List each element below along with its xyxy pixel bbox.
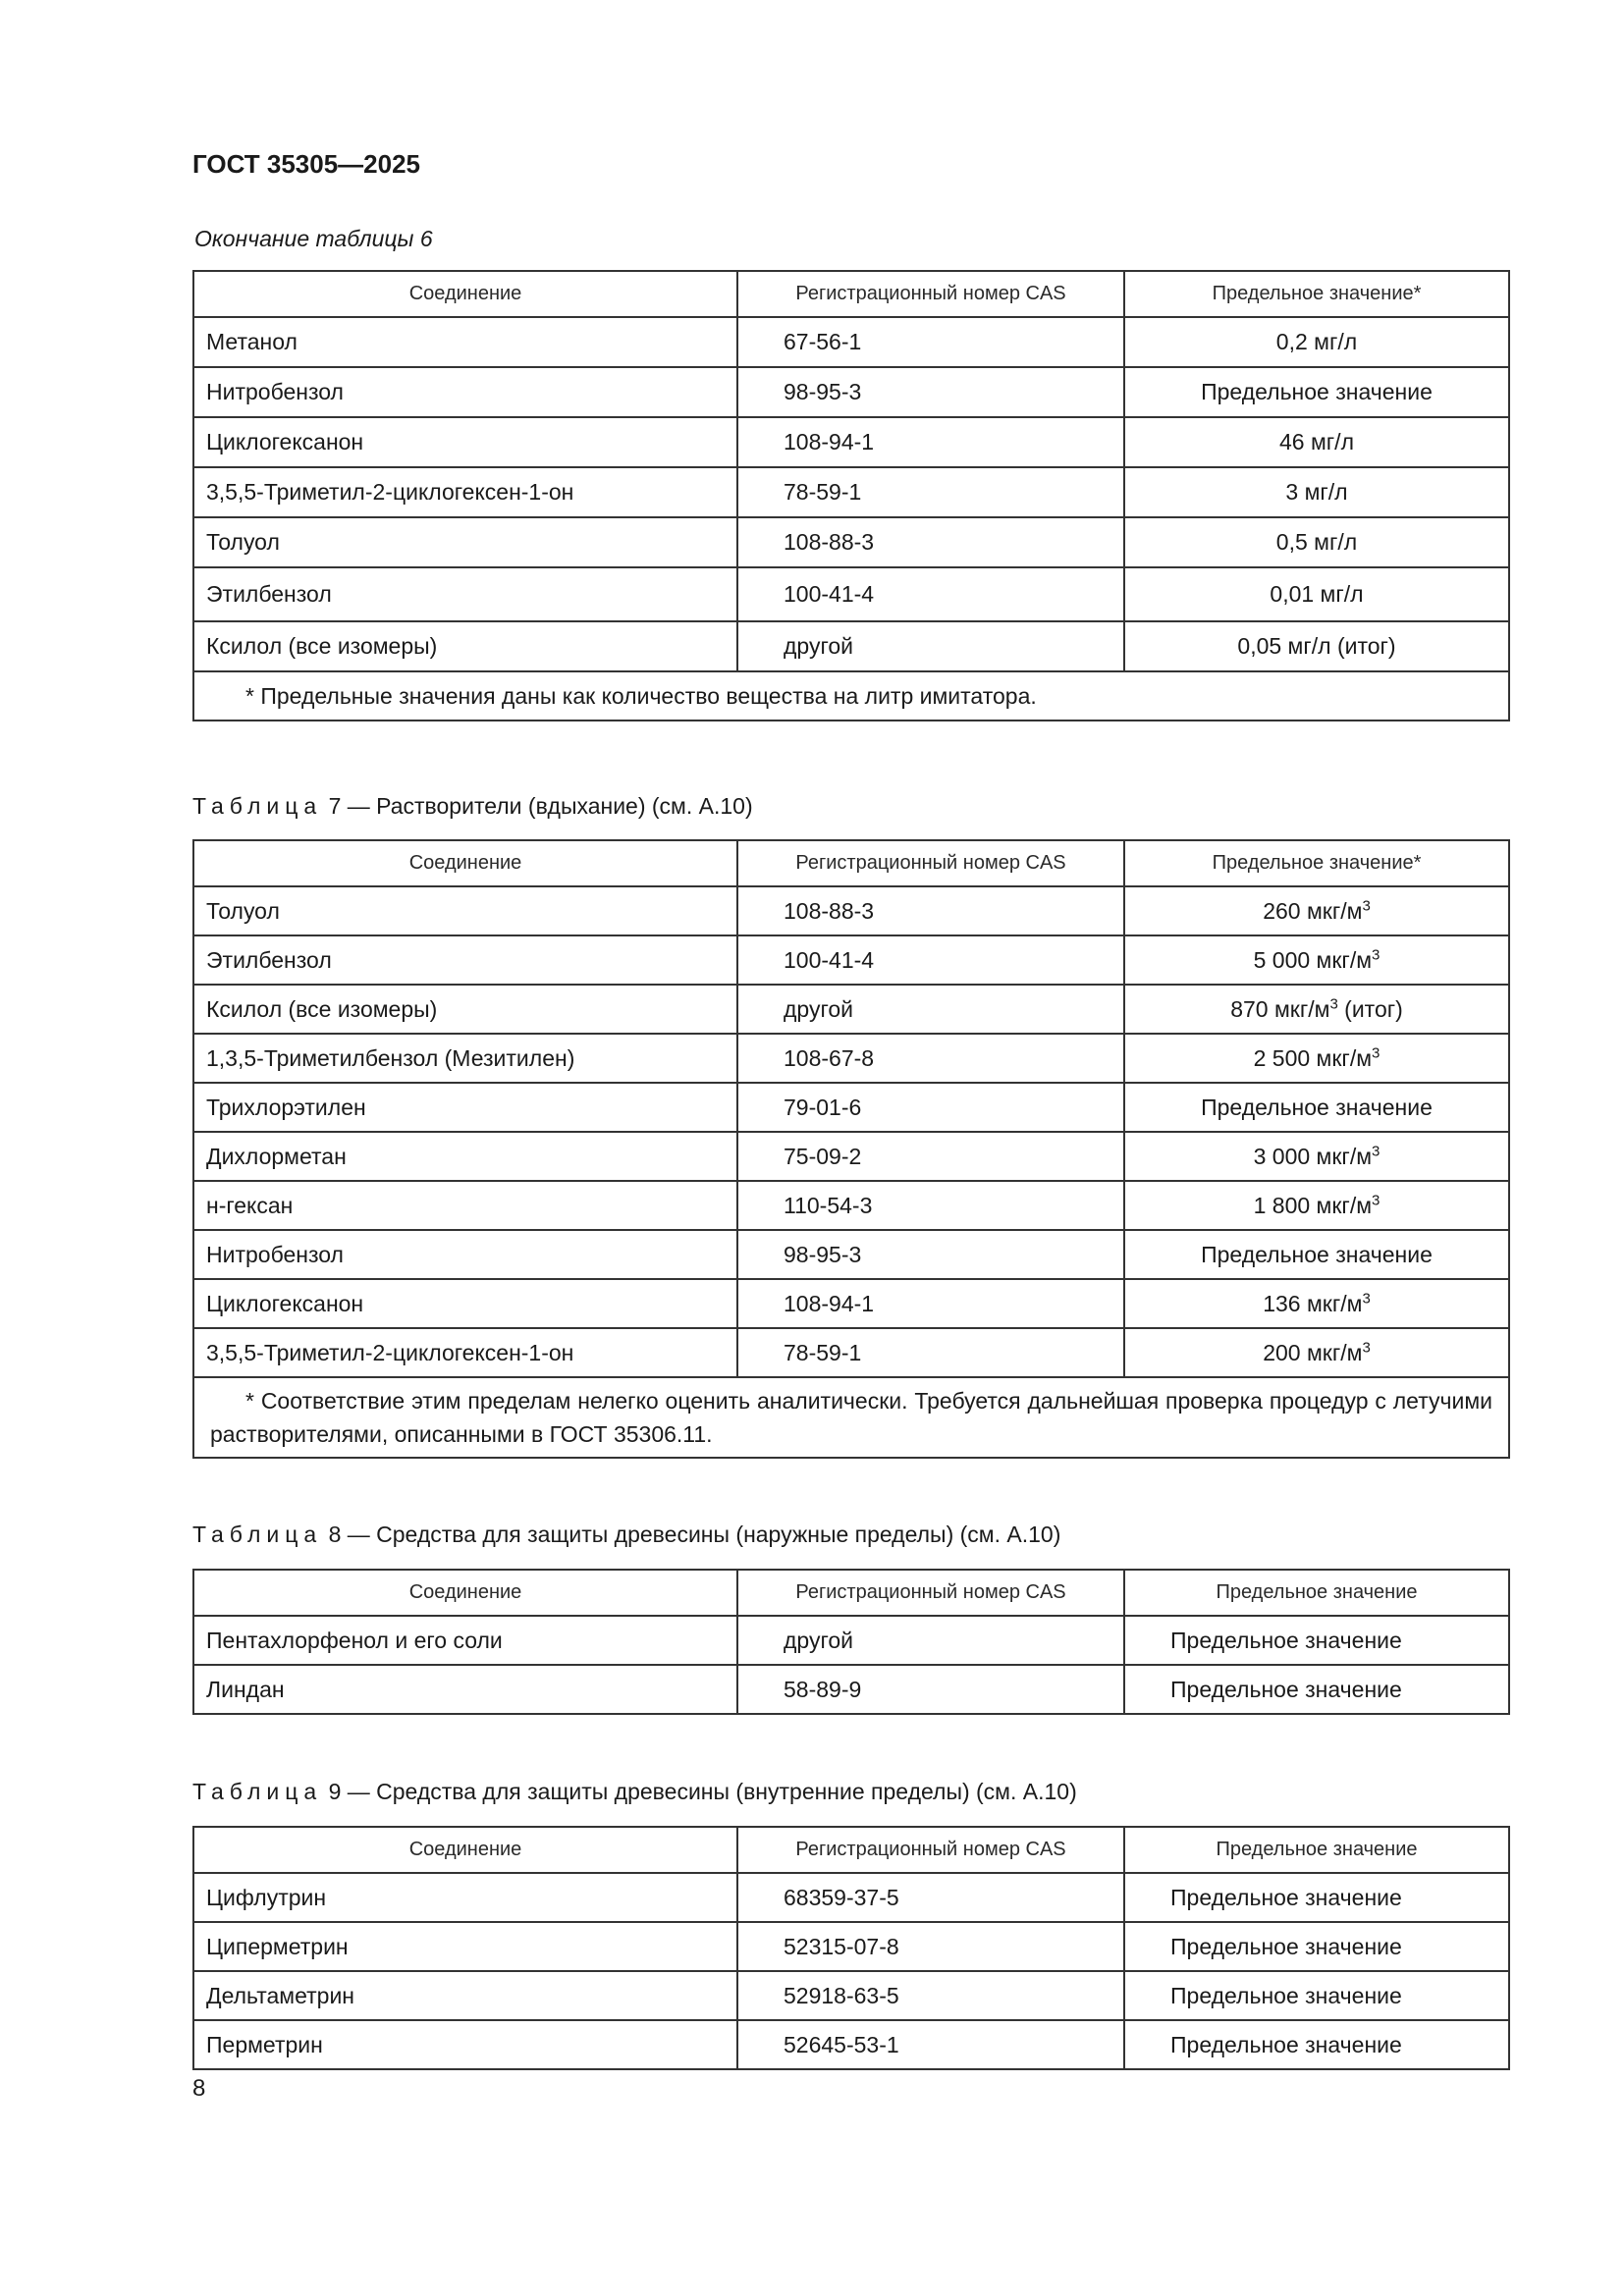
header-compound: Соединение xyxy=(193,271,737,317)
header-cas: Регистрационный номер CAS xyxy=(737,271,1124,317)
cas-cell: 52645-53-1 xyxy=(737,2020,1124,2069)
header-cas: Регистрационный номер CAS xyxy=(737,840,1124,886)
document-header: ГОСТ 35305—2025 xyxy=(192,149,420,179)
table-row xyxy=(193,517,1509,567)
table-row xyxy=(193,935,1509,985)
cas-cell: 78-59-1 xyxy=(737,1328,1124,1377)
limit-cell: 0,05 мг/л (итог) xyxy=(1124,621,1509,671)
table-row xyxy=(193,1181,1509,1230)
table-row xyxy=(193,1279,1509,1328)
cas-cell: 108-94-1 xyxy=(737,417,1124,467)
limit-cell: 46 мг/л xyxy=(1124,417,1509,467)
compound-cell: 3,5,5-Триметил-2-циклогексен-1-он xyxy=(193,1328,737,1377)
compound-cell: Дельтаметрин xyxy=(193,1971,737,2020)
cas-cell: 75-09-2 xyxy=(737,1132,1124,1181)
compound-cell: Циперметрин xyxy=(193,1922,737,1971)
table-row xyxy=(193,1665,1509,1714)
cas-cell: 108-94-1 xyxy=(737,1279,1124,1328)
limit-cell: Предельное значение xyxy=(1124,1616,1509,1665)
table9-caption xyxy=(192,1779,1077,1805)
limit-cell: Предельное значение xyxy=(1124,1971,1509,2020)
cas-cell: 100-41-4 xyxy=(737,567,1124,621)
table-row xyxy=(193,2020,1509,2069)
compound-cell: н-гексан xyxy=(193,1181,737,1230)
table-row xyxy=(193,367,1509,417)
table-row xyxy=(193,1083,1509,1132)
limit-cell: 5 000 мкг/$м^3$ xyxy=(1124,935,1509,985)
table-note-row xyxy=(193,1377,1509,1458)
header-compound: Соединение xyxy=(193,1570,737,1616)
compound-cell: Циклогексанон xyxy=(193,1279,737,1328)
table-row xyxy=(193,567,1509,621)
compound-cell: Перметрин xyxy=(193,2020,737,2069)
cas-cell: 52315-07-8 xyxy=(737,1922,1124,1971)
cas-cell: 108-88-3 xyxy=(737,517,1124,567)
table-label: Таблица xyxy=(192,1522,323,1547)
header-cas: Регистрационный номер CAS xyxy=(737,1570,1124,1616)
cas-cell: 110-54-3 xyxy=(737,1181,1124,1230)
cas-cell: 79-01-6 xyxy=(737,1083,1124,1132)
header-compound: Соединение xyxy=(193,840,737,886)
table7-note-text: * Соответствие этим пределам нелегко оценить аналитически. Требуется дальнейшая проверка процедур с летучими растворителями, описанными в ГОСТ 35306.11. xyxy=(210,1388,1492,1447)
table-row xyxy=(193,1922,1509,1971)
header-compound: Соединение xyxy=(193,1827,737,1873)
table-row xyxy=(193,1971,1509,2020)
compound-cell: Линдан xyxy=(193,1665,737,1714)
limit-cell: Предельное значение xyxy=(1124,1665,1509,1714)
cas-cell: 58-89-9 xyxy=(737,1665,1124,1714)
table9 xyxy=(192,1826,1510,2070)
limit-cell: 870 мкг/$м^3$ (итог) xyxy=(1124,985,1509,1034)
limit-cell: 136 мкг/$м^3$ xyxy=(1124,1279,1509,1328)
limit-cell: Предельное значение xyxy=(1124,1230,1509,1279)
limit-cell: Предельное значение xyxy=(1124,2020,1509,2069)
table8 xyxy=(192,1569,1510,1715)
table7 xyxy=(192,839,1510,1459)
header-limit: Предельное значение xyxy=(1124,1827,1509,1873)
limit-cell: Предельное значение xyxy=(1124,1083,1509,1132)
header-limit: Предельное значение* xyxy=(1124,840,1509,886)
compound-cell: Ксилол (все изомеры) xyxy=(193,621,737,671)
compound-cell: Толуол xyxy=(193,886,737,935)
cas-cell: 52918-63-5 xyxy=(737,1971,1124,2020)
limit-cell: 0,5 мг/л xyxy=(1124,517,1509,567)
cas-cell: 100-41-4 xyxy=(737,935,1124,985)
table-row xyxy=(193,985,1509,1034)
compound-cell: Цифлутрин xyxy=(193,1873,737,1922)
table-header-row xyxy=(193,840,1509,886)
compound-cell: Дихлорметан xyxy=(193,1132,737,1181)
table-row xyxy=(193,1328,1509,1377)
table6-caption: Окончание таблицы 6 xyxy=(194,226,433,251)
table-note xyxy=(193,1377,1509,1458)
table-row xyxy=(193,317,1509,367)
table-row xyxy=(193,886,1509,935)
table7-caption xyxy=(192,793,753,820)
compound-cell: Трихлорэтилен xyxy=(193,1083,737,1132)
compound-cell: Циклогексанон xyxy=(193,417,737,467)
table-header-row xyxy=(193,271,1509,317)
compound-cell: Этилбензол xyxy=(193,935,737,985)
table-note xyxy=(193,671,1509,721)
cas-cell: 67-56-1 xyxy=(737,317,1124,367)
header-limit: Предельное значение xyxy=(1124,1570,1509,1616)
cas-cell: другой xyxy=(737,985,1124,1034)
compound-cell: Метанол xyxy=(193,317,737,367)
table-header-row xyxy=(193,1570,1509,1616)
table-row xyxy=(193,1034,1509,1083)
table-row xyxy=(193,417,1509,467)
table6-note-text: * Предельные значения даны как количество вещества на литр имитатора. xyxy=(245,683,1037,709)
limit-cell: Предельное значение xyxy=(1124,1922,1509,1971)
cas-cell: 78-59-1 xyxy=(737,467,1124,517)
table-title: 9 — Средства для защиты древесины (внутренние пределы) (см. А.10) xyxy=(328,1779,1077,1804)
table-header-row xyxy=(193,1827,1509,1873)
table-row xyxy=(193,1873,1509,1922)
table8-caption xyxy=(192,1522,1060,1548)
limit-cell: 1 800 мкг/$м^3$ xyxy=(1124,1181,1509,1230)
compound-cell: Толуол xyxy=(193,517,737,567)
cas-cell: другой xyxy=(737,621,1124,671)
header-cas: Регистрационный номер CAS xyxy=(737,1827,1124,1873)
cas-cell: 98-95-3 xyxy=(737,1230,1124,1279)
cas-cell: другой xyxy=(737,1616,1124,1665)
table-row xyxy=(193,1616,1509,1665)
table-note-row xyxy=(193,671,1509,721)
compound-cell: Нитробензол xyxy=(193,1230,737,1279)
limit-cell: Предельное значение xyxy=(1124,367,1509,417)
table-row xyxy=(193,621,1509,671)
table-title: 8 — Средства для защиты древесины (наружные пределы) (см. А.10) xyxy=(328,1522,1061,1547)
cas-cell: 108-67-8 xyxy=(737,1034,1124,1083)
cas-cell: 108-88-3 xyxy=(737,886,1124,935)
table-row xyxy=(193,1230,1509,1279)
limit-cell: 0,2 мг/л xyxy=(1124,317,1509,367)
compound-cell: 1,3,5-Триметилбензол (Мезитилен) xyxy=(193,1034,737,1083)
limit-cell: 3 мг/л xyxy=(1124,467,1509,517)
cas-cell: 98-95-3 xyxy=(737,367,1124,417)
limit-cell: 0,01 мг/л xyxy=(1124,567,1509,621)
table6 xyxy=(192,270,1510,721)
table-title: 7 — Растворители (вдыхание) (см. А.10) xyxy=(328,793,753,819)
compound-cell: Этилбензол xyxy=(193,567,737,621)
table-label: Таблица xyxy=(192,1779,323,1804)
cas-cell: 68359-37-5 xyxy=(737,1873,1124,1922)
limit-cell: 200 мкг/$м^3$ xyxy=(1124,1328,1509,1377)
compound-cell: 3,5,5-Триметил-2-циклогексен-1-он xyxy=(193,467,737,517)
limit-cell: 3 000 мкг/$м^3$ xyxy=(1124,1132,1509,1181)
table-label: Таблица xyxy=(192,793,323,819)
compound-cell: Нитробензол xyxy=(193,367,737,417)
limit-cell: Предельное значение xyxy=(1124,1873,1509,1922)
header-limit: Предельное значение* xyxy=(1124,271,1509,317)
page-number: 8 xyxy=(192,2075,206,2102)
limit-cell: 260 мкг/$м^3$ xyxy=(1124,886,1509,935)
table-row xyxy=(193,467,1509,517)
table-row xyxy=(193,1132,1509,1181)
limit-cell: 2 500 мкг/$м^3$ xyxy=(1124,1034,1509,1083)
compound-cell: Ксилол (все изомеры) xyxy=(193,985,737,1034)
compound-cell: Пентахлорфенол и его соли xyxy=(193,1616,737,1665)
